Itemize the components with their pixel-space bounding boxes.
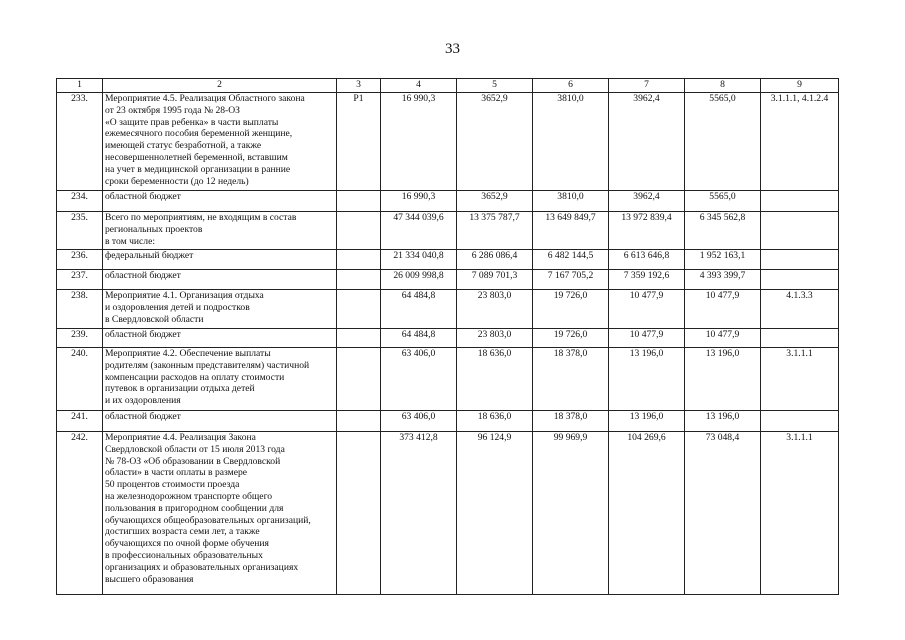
amount-col-5: 23 803,0 (457, 290, 533, 329)
project-code (337, 329, 381, 348)
amount-col-7: 7 359 192,6 (609, 270, 685, 290)
amount-col-7: 3962,4 (609, 191, 685, 212)
amount-col-6: 99 969,9 (533, 432, 609, 595)
column-header: 8 (685, 79, 761, 93)
target-indicator (761, 411, 839, 432)
table-row (57, 212, 839, 250)
amount-col-7: 104 269,6 (609, 432, 685, 595)
target-indicator (761, 270, 839, 290)
measure-name: федеральный бюджет (103, 250, 337, 270)
measure-name: областной бюджет (103, 411, 337, 432)
column-header: 9 (761, 79, 839, 93)
amount-col-5: 18 636,0 (457, 411, 533, 432)
table-row (57, 290, 839, 329)
row-number: 242. (57, 432, 103, 595)
target-indicator: 4.1.3.3 (761, 290, 839, 329)
total-amount: 63 406,0 (381, 348, 457, 411)
amount-col-5: 96 124,9 (457, 432, 533, 595)
table-row (57, 411, 839, 432)
amount-col-5: 13 375 787,7 (457, 212, 533, 250)
total-amount: 47 344 039,6 (381, 212, 457, 250)
table-row (57, 250, 839, 270)
column-header: 3 (337, 79, 381, 93)
header-row (57, 79, 839, 93)
measure-name: Мероприятие 4.5. Реализация Областного закона от 23 октября 1995 года № 28-ОЗ «О защите прав ребенка» в части выплаты ежемесячного пособия беременной женщине, имеющей статус безработной, а также несовершеннолетней беременной, вставшим на учет в медицинской организации в ранние сроки беременности (до 12 недель) (103, 93, 337, 191)
amount-col-6: 18 378,0 (533, 348, 609, 411)
measure-name: областной бюджет (103, 270, 337, 290)
amount-col-5: 3652,9 (457, 93, 533, 191)
measure-name: Мероприятие 4.4. Реализация Закона Свердловской области от 15 июля 2013 года № 78-ОЗ «Об образовании в Свердловской области» в части оплаты в размере 50 процентов стоимости проезда на железнодорожном транспорте общего пользования в пригородном сообщении для обучающихся общеобразовательных организаций, достигших возраста семи лет, а также обучающихся по очной форме обучения в профессиональных образовательных организациях и образовательных организациях высшего образования (103, 432, 337, 595)
target-indicator (761, 212, 839, 250)
amount-col-8: 10 477,9 (685, 290, 761, 329)
target-indicator (761, 250, 839, 270)
amount-col-8: 5565,0 (685, 93, 761, 191)
target-indicator (761, 329, 839, 348)
amount-col-6: 3810,0 (533, 93, 609, 191)
amount-col-8: 73 048,4 (685, 432, 761, 595)
total-amount: 26 009 998,8 (381, 270, 457, 290)
amount-col-8: 13 196,0 (685, 348, 761, 411)
project-code (337, 250, 381, 270)
budget-table (56, 78, 839, 595)
project-code (337, 348, 381, 411)
amount-col-8: 10 477,9 (685, 329, 761, 348)
amount-col-6: 19 726,0 (533, 329, 609, 348)
table-row (57, 329, 839, 348)
target-indicator: 3.1.1.1 (761, 432, 839, 595)
total-amount: 16 990,3 (381, 93, 457, 191)
measure-name: Мероприятие 4.2. Обеспечение выплаты родителям (законным представителям) частичной компенсации расходов на оплату стоимости путевок в организации отдыха детей и их оздоровления (103, 348, 337, 411)
amount-col-7: 13 972 839,4 (609, 212, 685, 250)
measure-name: Мероприятие 4.1. Организация отдыха и оздоровления детей и подростков в Свердловской области (103, 290, 337, 329)
amount-col-7: 3962,4 (609, 93, 685, 191)
row-number: 236. (57, 250, 103, 270)
row-number: 239. (57, 329, 103, 348)
table-row (57, 348, 839, 411)
amount-col-5: 3652,9 (457, 191, 533, 212)
total-amount: 373 412,8 (381, 432, 457, 595)
total-amount: 64 484,8 (381, 329, 457, 348)
project-code (337, 270, 381, 290)
amount-col-6: 13 649 849,7 (533, 212, 609, 250)
project-code (337, 432, 381, 595)
project-code: Р1 (337, 93, 381, 191)
table-row (57, 191, 839, 212)
column-header: 1 (57, 79, 103, 93)
amount-col-7: 10 477,9 (609, 329, 685, 348)
total-amount: 64 484,8 (381, 290, 457, 329)
target-indicator (761, 191, 839, 212)
amount-col-8: 1 952 163,1 (685, 250, 761, 270)
row-number: 241. (57, 411, 103, 432)
measure-name: областной бюджет (103, 329, 337, 348)
row-number: 234. (57, 191, 103, 212)
amount-col-6: 3810,0 (533, 191, 609, 212)
amount-col-8: 4 393 399,7 (685, 270, 761, 290)
column-header: 4 (381, 79, 457, 93)
amount-col-6: 7 167 705,2 (533, 270, 609, 290)
amount-col-6: 19 726,0 (533, 290, 609, 329)
total-amount: 16 990,3 (381, 191, 457, 212)
project-code (337, 191, 381, 212)
row-number: 235. (57, 212, 103, 250)
amount-col-6: 6 482 144,5 (533, 250, 609, 270)
row-number: 237. (57, 270, 103, 290)
amount-col-8: 6 345 562,8 (685, 212, 761, 250)
page-number: 33 (445, 41, 460, 57)
project-code (337, 212, 381, 250)
column-header: 6 (533, 79, 609, 93)
amount-col-7: 6 613 646,8 (609, 250, 685, 270)
amount-col-5: 6 286 086,4 (457, 250, 533, 270)
table-row (57, 93, 839, 191)
amount-col-8: 13 196,0 (685, 411, 761, 432)
row-number: 233. (57, 93, 103, 191)
amount-col-7: 13 196,0 (609, 411, 685, 432)
column-header: 5 (457, 79, 533, 93)
amount-col-5: 7 089 701,3 (457, 270, 533, 290)
project-code (337, 411, 381, 432)
row-number: 238. (57, 290, 103, 329)
measure-name: Всего по мероприятиям, не входящим в состав региональных проектов в том числе: (103, 212, 337, 250)
row-number: 240. (57, 348, 103, 411)
measure-name: областной бюджет (103, 191, 337, 212)
amount-col-5: 23 803,0 (457, 329, 533, 348)
target-indicator: 3.1.1.1, 4.1.2.4 (761, 93, 839, 191)
table-row (57, 432, 839, 595)
target-indicator: 3.1.1.1 (761, 348, 839, 411)
amount-col-8: 5565,0 (685, 191, 761, 212)
table-body (57, 93, 839, 595)
column-header: 2 (103, 79, 337, 93)
amount-col-7: 10 477,9 (609, 290, 685, 329)
total-amount: 21 334 040,8 (381, 250, 457, 270)
project-code (337, 290, 381, 329)
amount-col-5: 18 636,0 (457, 348, 533, 411)
total-amount: 63 406,0 (381, 411, 457, 432)
column-header: 7 (609, 79, 685, 93)
amount-col-7: 13 196,0 (609, 348, 685, 411)
amount-col-6: 18 378,0 (533, 411, 609, 432)
table-row (57, 270, 839, 290)
